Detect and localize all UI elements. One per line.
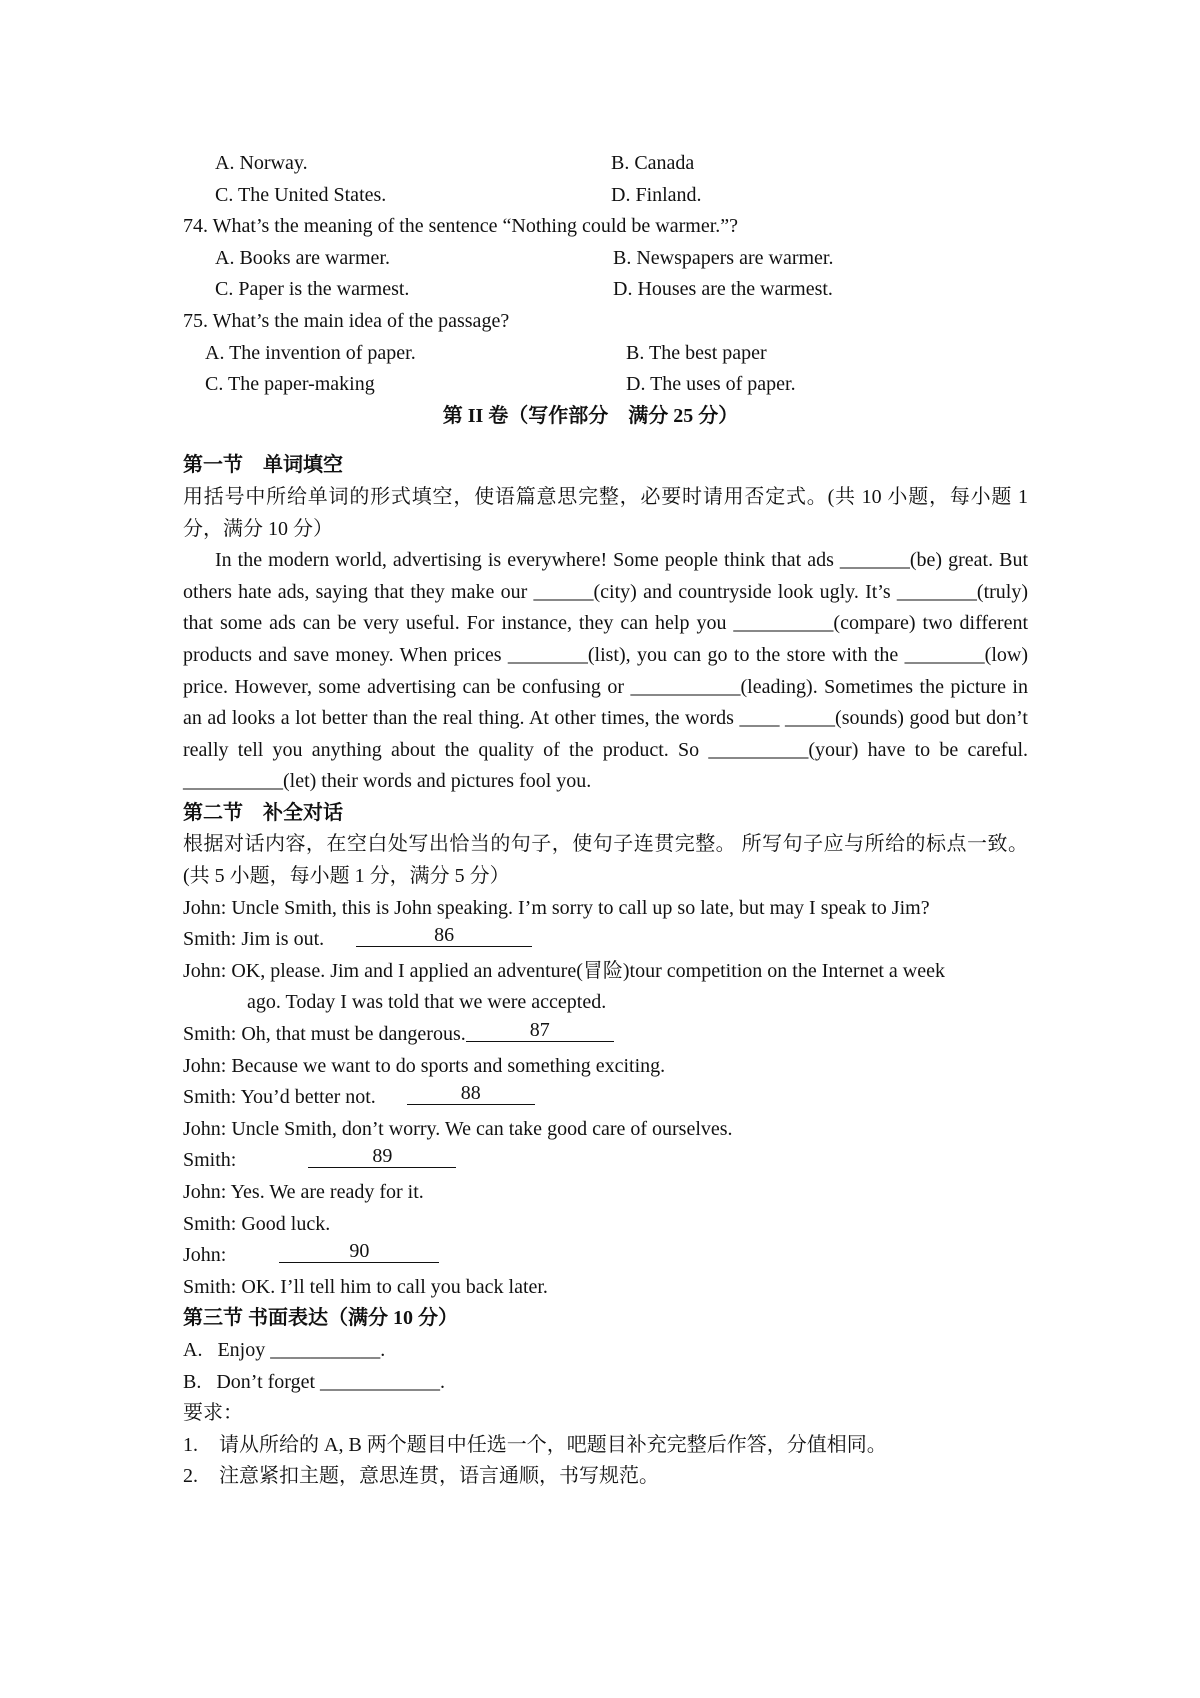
dialogue-line xyxy=(183,1209,1028,1241)
answer-blank-88[interactable]: 88 xyxy=(407,1080,535,1105)
q73-option-a: A. Norway. xyxy=(215,152,308,174)
requirement-item xyxy=(183,1430,1028,1462)
q74-options-row-2 xyxy=(183,274,1028,306)
q74-stem: 74. What’s the meaning of the sentence “Nothing could be warmer.”? xyxy=(183,215,738,238)
q75-option-c: C. The paper-making xyxy=(205,373,375,396)
requirement-number: 2. xyxy=(183,1465,198,1488)
dialogue-line xyxy=(183,1114,1028,1146)
requirement-text: 注意紧扣主题，意思连贯，语言通顺，书写规范。 xyxy=(219,1465,659,1488)
dialogue-line xyxy=(183,893,1028,925)
dialogue-line xyxy=(183,1272,1028,1304)
dialogue-line xyxy=(183,1240,1028,1272)
dialogue-line xyxy=(183,956,1028,988)
answer-blank-89[interactable]: 89 xyxy=(308,1143,456,1168)
dialogue-text: Smith: OK. I’ll tell him to call you back later. xyxy=(183,1275,548,1298)
q75-option-a: A. The invention of paper. xyxy=(205,341,416,364)
q73-option-b: B. Canada xyxy=(611,152,695,174)
q75-stem: 75. What’s the main idea of the passage? xyxy=(183,309,510,332)
q73-options-row-2 xyxy=(183,180,1028,212)
q75-option-d: D. The uses of paper. xyxy=(626,373,796,396)
writing-option-b: B. Don’t forget ____________. xyxy=(183,1370,446,1393)
dialogue-text: John: xyxy=(183,1244,227,1267)
dialogue-line xyxy=(183,924,1028,956)
q75-option-b: B. The best paper xyxy=(626,341,767,364)
answer-blank-90[interactable]: 90 xyxy=(279,1238,439,1263)
dialogue-text: John: Yes. We are ready for it. xyxy=(183,1181,424,1203)
dialogue-text: Smith: Good luck. xyxy=(183,1212,331,1235)
requirements-label: 要求： xyxy=(183,1402,243,1425)
requirement-number: 1. xyxy=(183,1433,198,1456)
q74-option-d: D. Houses are the warmest. xyxy=(613,278,833,301)
section1-title: 第一节 单词填空 xyxy=(183,454,343,477)
q74-option-a: A. Books are warmer. xyxy=(215,246,390,269)
section1-instruction: 用括号中所给单词的形式填空，使语篇意思完整，必要时请用否定式。(共 10 小题，每小题 1 分，满分 10 分） xyxy=(183,485,1028,540)
dialogue-text: John: Because we want to do sports and something exciting. xyxy=(183,1054,666,1077)
q74-option-b: B. Newspapers are warmer. xyxy=(613,246,834,269)
dialogue-text: John: Uncle Smith, don’t worry. We can take good care of ourselves. xyxy=(183,1117,733,1140)
dialogue-text: Smith: Jim is out. xyxy=(183,928,325,951)
section2-instruction: 根据对话内容，在空白处写出恰当的句子，使句子连贯完整。 所写句子应与所给的标点一致。(共 5 小题，每小题 1 分，满分 5 分） xyxy=(183,833,1028,888)
writing-option-a: A. Enjoy ___________. xyxy=(183,1338,386,1361)
dialogue-line xyxy=(183,1145,1028,1177)
dialogue-line-continued xyxy=(183,987,1028,1019)
q74-options-row-1 xyxy=(183,243,1028,275)
requirement-item xyxy=(183,1461,1028,1493)
q73-option-d: D. Finland. xyxy=(611,183,702,206)
dialogue-line xyxy=(183,1019,1028,1051)
section2-title: 第二节 补全对话 xyxy=(183,801,343,824)
dialogue-line xyxy=(183,1082,1028,1114)
dialogue-text: Smith: xyxy=(183,1149,237,1172)
part2-title: 第 II 卷（写作部分 满分 25 分） xyxy=(442,404,739,427)
dialogue-text: ago. Today I was told that we were accepted. xyxy=(247,991,607,1014)
dialogue-line xyxy=(183,1177,1028,1209)
q74-option-c: C. Paper is the warmest. xyxy=(215,278,410,301)
q73-option-c: C. The United States. xyxy=(215,183,387,206)
section3-title: 第三节 书面表达（满分 10 分） xyxy=(183,1307,458,1330)
answer-blank-86[interactable]: 86 xyxy=(356,922,532,947)
q73-options-row-1 xyxy=(183,148,1028,180)
dialogue-text: John: OK, please. Jim and I applied an adventure(冒险)tour competition on the Internet a week xyxy=(183,959,945,982)
dialogue-text: Smith: You’d better not. xyxy=(183,1086,376,1109)
answer-blank-87[interactable]: 87 xyxy=(466,1017,614,1042)
dialogue-line xyxy=(183,1051,1028,1083)
requirement-text: 请从所给的 A, B 两个题目中任选一个，吧题目补充完整后作答，分值相同。 xyxy=(219,1433,887,1456)
dialogue-text: John: Uncle Smith, this is John speaking. I’m sorry to call up so late, but may I speak to Jim? xyxy=(183,896,930,919)
page-content xyxy=(183,148,1028,1493)
section1-passage: In the modern world, advertising is everywhere! Some people think that ads _______(be) great. But others hate ads, saying that they make our ______(city) and countryside look ugly. It’s ________(truly) that some ads can be very useful. For instance, they can help you __________(compare) two different products and save money. When prices ________(list), you can go to the store with the ________(low) price. However, some advertising can be confusing or ___________(leading). Sometimes the picture in an ad looks a lot better than the real thing. At other times, the words ____ _____(sounds) good but don’t really tell you anything about the quality of the product. So __________(your) have to be careful. __________(let) their words and pictures fool you. xyxy=(183,549,1028,793)
q75-options-row-1 xyxy=(183,338,1028,370)
dialogue-text: Smith: Oh, that must be dangerous. xyxy=(183,1023,466,1046)
q75-options-row-2 xyxy=(183,369,1028,401)
